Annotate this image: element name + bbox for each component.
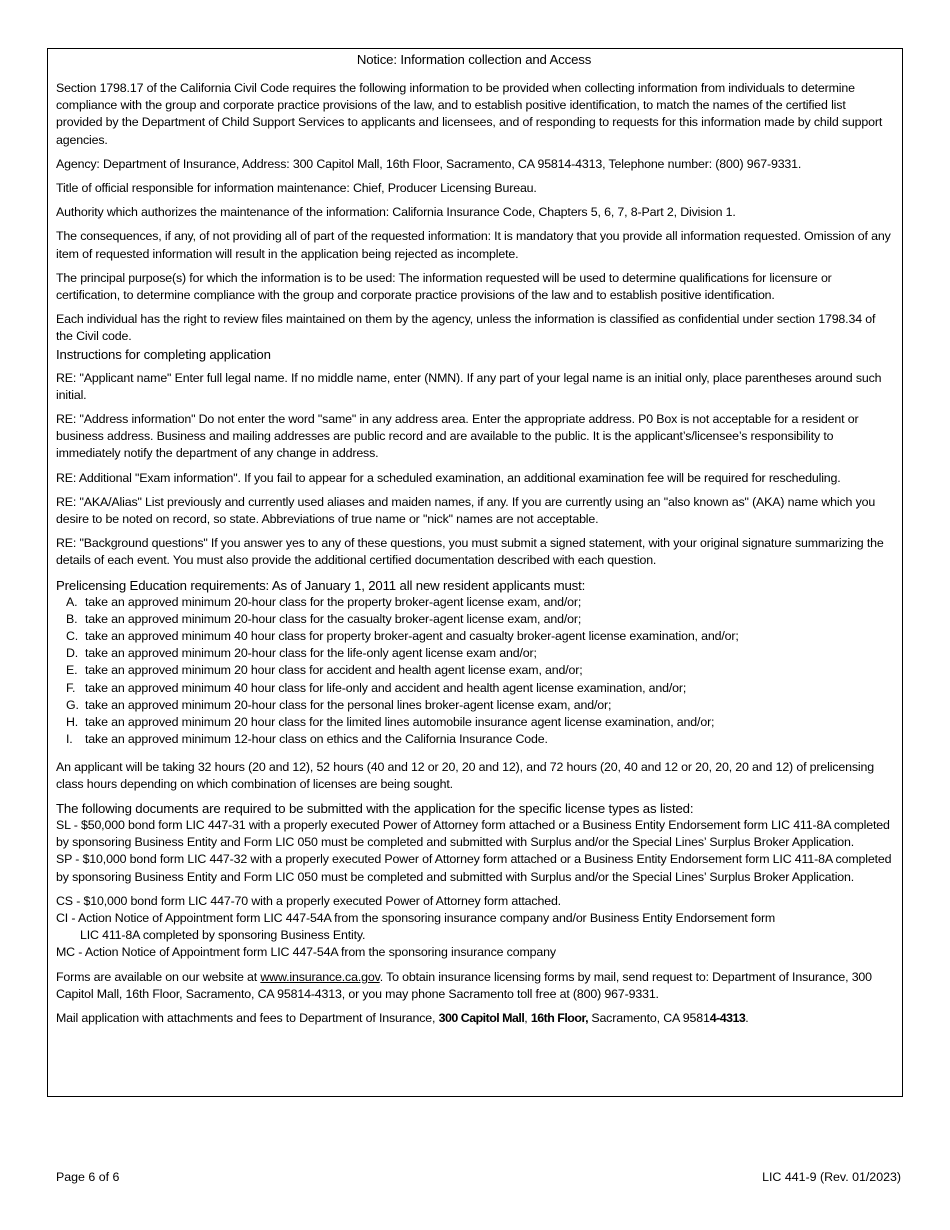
list-text: take an approved minimum 20-hour class for the life-only agent license exam and/or; <box>85 646 537 661</box>
notice-consequences: The consequences, if any, of not providing all of part of the requested information: It is mandatory that you provide all information requested. Omission of any item of requested information will result in the application being rejected as incomplete. <box>56 229 891 261</box>
list-text: take an approved minimum 20-hour class for the personal lines broker-agent license exam, and/or; <box>85 697 612 712</box>
list-letter: A. <box>66 594 78 609</box>
notice-official: Title of official responsible for information maintenance: Chief, Producer Licensing Bureau. <box>56 181 537 196</box>
list-letter: I. <box>66 732 73 747</box>
mail-paragraph <box>56 1010 892 1027</box>
list-text: take an approved minimum 20-hour class for the property broker-agent license exam, and/or; <box>85 594 582 609</box>
list-text: take an approved minimum 20 hour class for accident and health agent license exam, and/or; <box>85 663 583 678</box>
list-item <box>66 731 892 748</box>
list-item <box>66 611 892 628</box>
mail-zip: 4-4313 <box>709 1010 746 1025</box>
list-item <box>66 662 892 679</box>
list-letter: D. <box>66 646 79 661</box>
list-text: take an approved minimum 20-hour class for the casualty broker-agent license exam, and/or; <box>85 611 582 626</box>
instruction-applicant-name: RE: "Applicant name" Enter full legal name. If no middle name, enter (NMN). If any part of your legal name is an initial only, place parentheses around such initial. <box>56 370 882 402</box>
page-number: Page 6 of 6 <box>56 1170 120 1184</box>
prelicensing-list <box>56 594 892 749</box>
mail-separator: , <box>524 1010 531 1025</box>
list-letter: B. <box>66 611 78 626</box>
document-ci-line2: LIC 411-8A completed by sponsoring Business Entity. <box>80 928 366 943</box>
document-sl: SL - $50,000 bond form LIC 447-31 with a properly executed Power of Attorney form attached or a Business Entity Endorsement form LIC 411-8A completed by sponsoring Business Entity and Form LIC 050 must be completed and submitted with Surplus and/or the Special Lines’ Surplus Broker Application. <box>56 817 890 850</box>
document-mc: MC - Action Notice of Appointment form LIC 447-54A from the sponsoring insurance company <box>56 945 556 960</box>
forms-paragraph <box>56 969 892 1003</box>
list-item <box>66 714 892 731</box>
mail-city: Sacramento, CA 9581 <box>588 1010 710 1025</box>
document-sp: SP - $10,000 bond form LIC 447-32 with a properly executed Power of Attorney form attached or a Business Entity Endorsement form LIC 411-8A completed by sponsoring Business Entity and Form LIC 050 must be completed and submitted with Surplus and/or the Special Lines’ Surplus Broker Application. <box>56 852 892 884</box>
instructions-heading: Instructions for completing application <box>56 346 271 362</box>
list-item <box>66 697 892 714</box>
document-cs: CS - $10,000 bond form LIC 447-70 with a properly executed Power of Attorney form attached. <box>56 893 561 908</box>
notice-authority: Authority which authorizes the maintenance of the information: California Insurance Code, Chapters 5, 6, 7, 8-Part 2, Division 1. <box>56 205 736 220</box>
list-item <box>66 680 892 697</box>
list-letter: C. <box>66 629 79 644</box>
prelicensing-hours: An applicant will be taking 32 hours (20 and 12), 52 hours (40 and 12 or 20, 20 and 12), and 72 hours (20, 40 and 12 or 20, 20, 20 and 12) of prelicensing class hours depending on which combination of licenses are being sought. <box>56 759 874 791</box>
notice-review: Each individual has the right to review files maintained on them by the agency, unless the information is classified as confidential under section 1798.34 of the Civil code. <box>56 312 876 344</box>
forms-suffix: . To obtain insurance licensing forms by mail, send request to: Department of Insurance, 300 Capitol Mall, 16th Floor, Sacramento, CA 95814-4313, or you may phone Sacramento toll free at (800) 967-9331. <box>56 969 872 1001</box>
notice-box <box>47 48 903 1097</box>
list-text: take an approved minimum 40 hour class for property broker-agent and casualty broker-agent license examination, and/or; <box>85 629 739 644</box>
list-letter: G. <box>66 697 79 712</box>
list-text: take an approved minimum 12-hour class on ethics and the California Insurance Code. <box>85 732 548 747</box>
list-letter: H. <box>66 715 79 730</box>
list-letter: F. <box>66 680 76 695</box>
instruction-address: RE: "Address information" Do not enter the word "same" in any address area. Enter the appropriate address. P0 Box is not acceptable for a resident or business address. Business and mailing addresses are public record and are available to the public. It is the applicant’s/licensee’s responsibility to immediately notify the department of any change in address. <box>56 412 859 461</box>
list-text: take an approved minimum 40 hour class for life-only and accident and health agent license examination, and/or; <box>85 680 687 695</box>
notice-content <box>56 49 892 1027</box>
website-link[interactable]: www.insurance.ca.gov <box>260 969 380 984</box>
mail-floor: 16th Floor, <box>530 1010 589 1025</box>
list-item <box>66 594 892 611</box>
mail-address: 300 Capitol Mall <box>438 1010 525 1025</box>
prelicensing-heading: Prelicensing Education requirements: As of January 1, 2011 all new resident applicants must: <box>56 577 586 593</box>
notice-title: Notice: Information collection and Access <box>356 52 592 67</box>
mail-end: . <box>745 1010 749 1025</box>
notice-purpose: The principal purpose(s) for which the information is to be used: The information requested will be used to determine qualifications for licensure or certification, to determine compliance with the group and corporate practice provisions of the law and to establish positive identification. <box>56 270 832 303</box>
forms-prefix: Forms are available on our website at <box>56 969 261 984</box>
instruction-exam: RE: Additional "Exam information". If you fail to appear for a scheduled examination, an additional examination fee will be required for rescheduling. <box>56 470 841 485</box>
notice-intro: Section 1798.17 of the California Civil Code requires the following information to be provided when collecting information from individuals to determine compliance with the group and corporate practice provisions of the law, and to establish positive identification, to match the names of the certified list provided by the Department of Child Support Services to applicants and licensees, and of responding to requests for this information made by child support agencies. <box>56 81 883 147</box>
list-item <box>66 628 892 645</box>
list-letter: E. <box>66 663 78 678</box>
form-id: LIC 441-9 (Rev. 01/2023) <box>762 1170 901 1184</box>
list-item <box>66 645 892 662</box>
instruction-aka: RE: "AKA/Alias" List previously and currently used aliases and maiden names, if any. If you are currently using an "also known as" (AKA) name which you desire to be noted on record, so state. Abbreviations of true name or "nick" names are not acceptable. <box>56 494 876 527</box>
document-ci-line1: CI - Action Notice of Appointment form LIC 447-54A from the sponsoring insurance company and/or Business Entity Endorsement form <box>56 910 776 925</box>
instruction-background: RE: "Background questions" If you answer yes to any of these questions, you must submit a signed statement, with your original signature summarizing the details of each event. You must also provide the additional certified documentation described with each question. <box>56 536 884 568</box>
mail-prefix: Mail application with attachments and fees to Department of Insurance, <box>56 1010 439 1025</box>
list-text: take an approved minimum 20 hour class for the limited lines automobile insurance agent license examination, and/or; <box>85 715 715 730</box>
documents-heading: The following documents are required to be submitted with the application for the specific license types as listed: <box>56 800 694 816</box>
notice-agency: Agency: Department of Insurance, Address: 300 Capitol Mall, 16th Floor, Sacramento, CA 95814-4313, Telephone number: (800) 967-9331. <box>56 156 802 171</box>
